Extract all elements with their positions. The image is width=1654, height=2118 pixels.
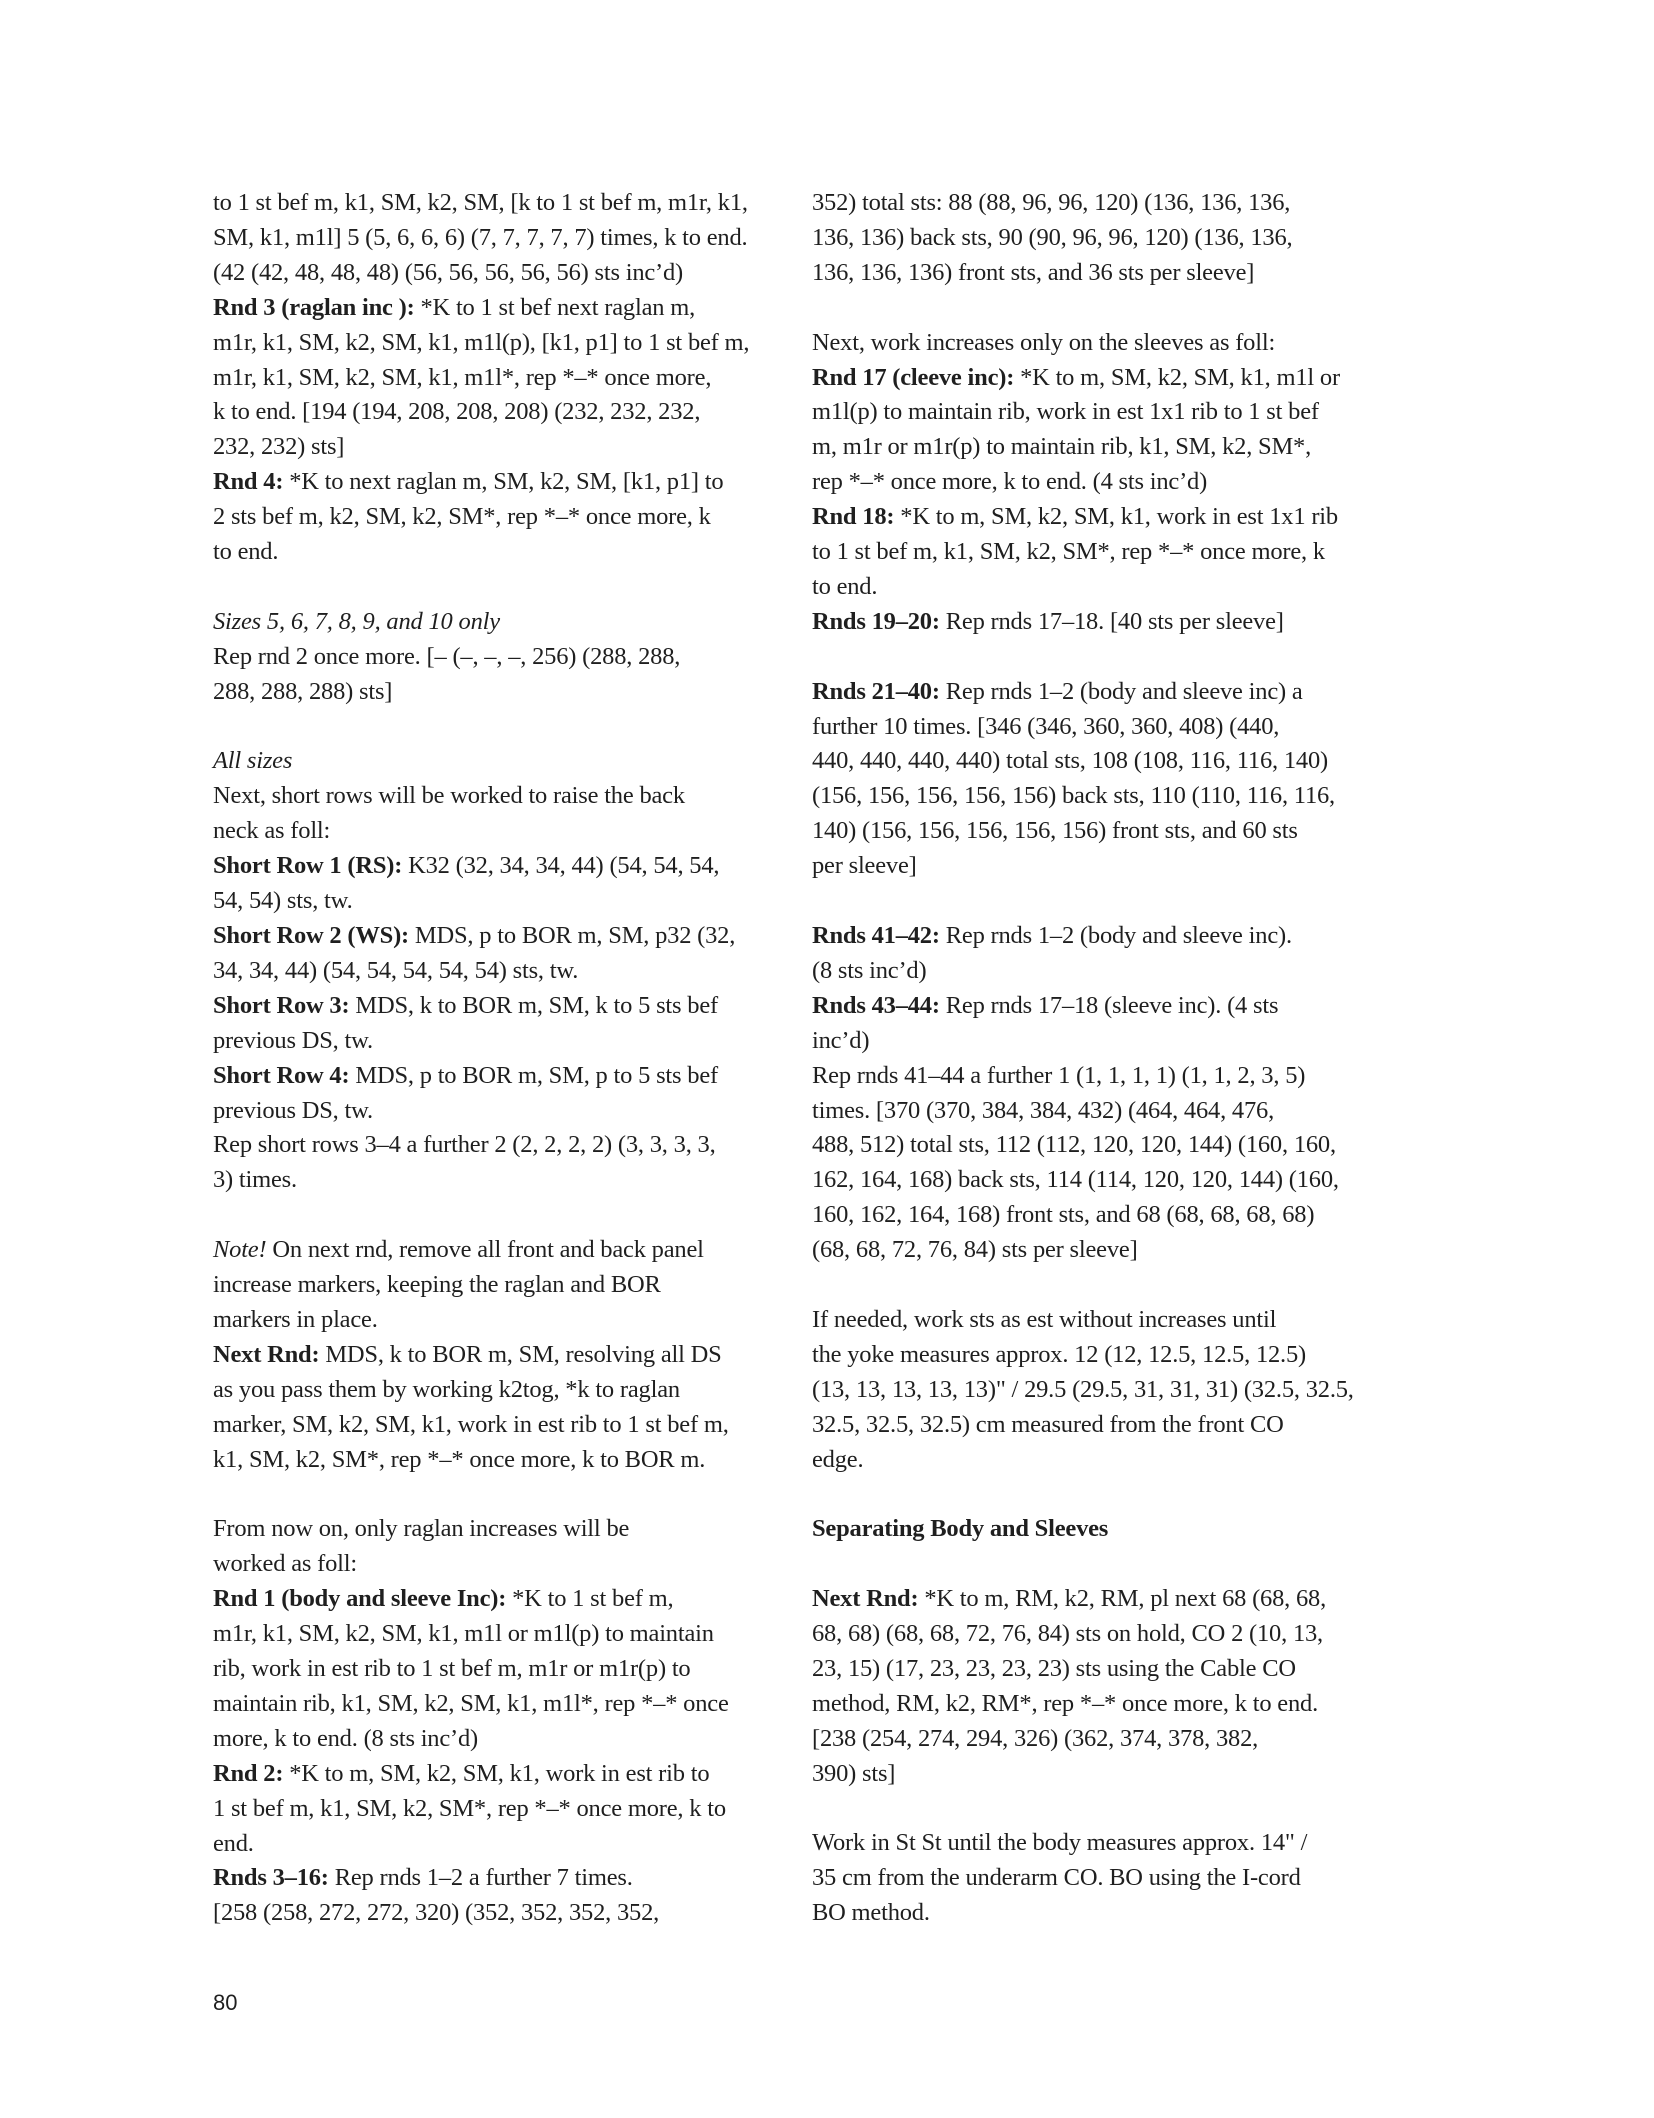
- text-line: 2 sts bef m, k2, SM, k2, SM*, rep *–* once more, k: [213, 503, 711, 531]
- instruction-rnd-3: [213, 291, 773, 326]
- rnds-41-42-label: Rnds 41–42:: [812, 921, 940, 949]
- right-paragraph-yoke: [812, 1303, 1372, 1478]
- text-line: increase markers, keeping the raglan and BOR: [213, 1271, 661, 1299]
- instruction-rnd-17: [812, 361, 1372, 396]
- text-line: Work in St St until the body measures approx. 14" /: [812, 1829, 1308, 1857]
- text-line: Next, work increases only on the sleeves as foll:: [812, 328, 1276, 356]
- right-paragraph-body: [812, 1826, 1372, 1931]
- right-paragraph-separating: [812, 1582, 1372, 1791]
- text-line: 288, 288, 288) sts]: [213, 677, 393, 705]
- short-row-1-text: K32 (32, 34, 34, 44) (54, 54, 54,: [402, 852, 720, 880]
- rnds-43-44-text: Rep rnds 17–18 (sleeve inc). (4 sts: [939, 991, 1279, 1019]
- text-line: markers in place.: [213, 1305, 378, 1333]
- rnd-18-label: Rnd 18:: [812, 503, 895, 531]
- rnds-19-20-text: Rep rnds 17–18. [40 sts per sleeve]: [939, 607, 1284, 635]
- text-line: m1r, k1, SM, k2, SM, k1, m1l(p), [k1, p1] to 1 st bef m,: [213, 328, 750, 356]
- text-line: Rep rnds 41–44 a further 1 (1, 1, 1, 1) (1, 1, 2, 3, 5): [812, 1061, 1306, 1089]
- left-paragraph-all-sizes: [213, 744, 773, 1198]
- text-line: the yoke measures approx. 12 (12, 12.5, 12.5, 12.5): [812, 1340, 1306, 1368]
- instruction-next-rnd-separating: [812, 1582, 1372, 1617]
- text-line: BO method.: [812, 1899, 930, 1927]
- next-rnd-text: MDS, k to BOR m, SM, resolving all DS: [319, 1340, 722, 1368]
- rnd-2-label: Rnd 2:: [213, 1759, 284, 1787]
- note-label: Note!: [213, 1236, 267, 1264]
- instruction-short-row-3: [213, 989, 773, 1024]
- text-line: (13, 13, 13, 13, 13)" / 29.5 (29.5, 31, 31, 31) (32.5, 32.5,: [812, 1375, 1354, 1403]
- rnd-1-label: Rnd 1 (body and sleeve Inc):: [213, 1585, 507, 1613]
- rnd-2-text: *K to m, SM, k2, SM, k1, work in est rib to: [283, 1759, 710, 1787]
- text-line: m1l(p) to maintain rib, work in est 1x1 rib to 1 st bef: [812, 398, 1319, 426]
- next-rnd-separating-text: *K to m, RM, k2, RM, pl next 68 (68, 68,: [918, 1585, 1327, 1613]
- instruction-rnd-1: [213, 1582, 773, 1617]
- text-line: 68, 68) (68, 68, 72, 76, 84) sts on hold, CO 2 (10, 13,: [812, 1620, 1323, 1648]
- text-line: [258 (258, 272, 272, 320) (352, 352, 352, 352,: [213, 1899, 660, 1927]
- text-line: (68, 68, 72, 76, 84) sts per sleeve]: [812, 1236, 1138, 1264]
- text-line: 3) times.: [213, 1166, 297, 1194]
- all-sizes-subheading: All sizes: [213, 747, 293, 775]
- short-row-2-text: MDS, p to BOR m, SM, p32 (32,: [409, 922, 736, 949]
- rnd-17-label: Rnd 17 (cleeve inc):: [812, 363, 1015, 391]
- rnds-21-40-label: Rnds 21–40:: [812, 677, 940, 705]
- text-line: as you pass them by working k2tog, *k to raglan: [213, 1375, 680, 1403]
- left-paragraph-sizes: [213, 605, 773, 710]
- text-line: Rep rnd 2 once more. [– (–, –, –, 256) (288, 288,: [213, 642, 681, 670]
- rnds-43-44-label: Rnds 43–44:: [812, 991, 940, 1019]
- rnd-17-text: *K to m, SM, k2, SM, k1, m1l or: [1014, 363, 1340, 391]
- next-rnd-label: Next Rnd:: [213, 1340, 320, 1368]
- instruction-short-row-1: [213, 849, 773, 884]
- instruction-rnds-3-16: [213, 1861, 773, 1896]
- text-line: 162, 164, 168) back sts, 114 (114, 120, 120, 144) (160,: [812, 1166, 1339, 1194]
- rnds-3-16-text: Rep rnds 1–2 a further 7 times.: [328, 1864, 633, 1892]
- text-line: 1 st bef m, k1, SM, k2, SM*, rep *–* once more, k to: [213, 1794, 726, 1822]
- text-line: m1r, k1, SM, k2, SM, k1, m1l or m1l(p) to maintain: [213, 1620, 714, 1648]
- text-line: 23, 15) (17, 23, 23, 23, 23) sts using the Cable CO: [812, 1654, 1296, 1682]
- text-line: (8 sts inc’d): [812, 956, 927, 984]
- text-line: 136, 136, 136) front sts, and 36 sts per sleeve]: [812, 258, 1255, 286]
- left-column: [213, 186, 773, 1931]
- rnds-3-16-label: Rnds 3–16:: [213, 1864, 329, 1892]
- rnds-41-42-text: Rep rnds 1–2 (body and sleeve inc).: [939, 921, 1292, 949]
- text-line: (156, 156, 156, 156, 156) back sts, 110 (110, 116, 116,: [812, 782, 1335, 810]
- page-number: 80: [213, 1990, 238, 2015]
- text-line: k to end. [194 (194, 208, 208, 208) (232, 232, 232,: [213, 398, 701, 426]
- short-row-3-text: MDS, k to BOR m, SM, k to 5 sts bef: [349, 991, 718, 1019]
- instruction-rnds-19-20: [812, 605, 1372, 640]
- left-paragraph-1: [213, 186, 773, 570]
- text-line: neck as foll:: [213, 817, 331, 845]
- text-line: edge.: [812, 1445, 864, 1473]
- text-line: times. [370 (370, 384, 384, 432) (464, 464, 476,: [812, 1096, 1274, 1124]
- text-line: to end.: [812, 572, 878, 600]
- text-line: to 1 st bef m, k1, SM, k2, SM*, rep *–* once more, k: [812, 538, 1325, 566]
- rnd-1-text: *K to 1 st bef m,: [506, 1585, 674, 1613]
- text-line: 352) total sts: 88 (88, 96, 96, 120) (136, 136, 136,: [812, 189, 1291, 216]
- next-rnd-separating-label: Next Rnd:: [812, 1585, 919, 1613]
- instruction-next-rnd: [213, 1338, 773, 1373]
- text-line: 140) (156, 156, 156, 156, 156) front sts, and 60 sts: [812, 817, 1298, 845]
- text-line: From now on, only raglan increases will be: [213, 1515, 630, 1543]
- rnds-19-20-label: Rnds 19–20:: [812, 607, 940, 635]
- text-line: 390) sts]: [812, 1759, 896, 1787]
- text-line: further 10 times. [346 (346, 360, 360, 408) (440,: [812, 712, 1280, 740]
- text-line: to end.: [213, 538, 279, 566]
- text-line: (42 (42, 48, 48, 48) (56, 56, 56, 56, 56) sts inc’d): [213, 258, 684, 286]
- short-row-1-label: Short Row 1 (RS):: [213, 852, 403, 880]
- text-line: 34, 34, 44) (54, 54, 54, 54, 54) sts, tw.: [213, 956, 579, 984]
- rnd-3-label: Rnd 3 (raglan inc ):: [213, 293, 415, 321]
- text-line: maintain rib, k1, SM, k2, SM, k1, m1l*, rep *–* once: [213, 1689, 729, 1717]
- text-line: 232, 232) sts]: [213, 433, 345, 461]
- right-paragraph-rnds-41-44: [812, 919, 1372, 1268]
- text-line: inc’d): [812, 1026, 870, 1054]
- instruction-short-row-2: [213, 919, 773, 954]
- text-line: 488, 512) total sts, 112 (112, 120, 120, 144) (160, 160,: [812, 1131, 1336, 1159]
- text-line: 160, 162, 164, 168) front sts, and 68 (68, 68, 68, 68): [812, 1201, 1315, 1229]
- sizes-subheading: Sizes 5, 6, 7, 8, 9, and 10 only: [213, 607, 500, 635]
- text-line: m, m1r or m1r(p) to maintain rib, k1, SM, k2, SM*,: [812, 433, 1312, 461]
- text-line: k1, SM, k2, SM*, rep *–* once more, k to BOR m.: [213, 1445, 706, 1473]
- text-line: Next, short rows will be worked to raise the back: [213, 782, 685, 810]
- text-line: end.: [213, 1829, 254, 1857]
- text-line: rep *–* once more, k to end. (4 sts inc’d): [812, 468, 1208, 496]
- section-heading-separating: Separating Body and Sleeves: [812, 1515, 1109, 1543]
- rnds-21-40-text: Rep rnds 1–2 (body and sleeve inc) a: [939, 677, 1303, 705]
- right-paragraph-sleeve-inc: [812, 326, 1372, 640]
- instruction-rnds-21-40: [812, 675, 1372, 710]
- text-line: more, k to end. (8 sts inc’d): [213, 1724, 479, 1752]
- note-line: [213, 1233, 773, 1268]
- text-line: Rep short rows 3–4 a further 2 (2, 2, 2, 2) (3, 3, 3, 3,: [213, 1131, 716, 1159]
- rnd-4-label: Rnd 4:: [213, 468, 284, 496]
- text-line: 440, 440, 440, 440) total sts, 108 (108, 116, 116, 140): [812, 747, 1328, 775]
- text-line: 136, 136) back sts, 90 (90, 96, 96, 120) (136, 136,: [812, 223, 1293, 251]
- short-row-2-label: Short Row 2 (WS):: [213, 922, 409, 949]
- right-paragraph-rnds-21-40: [812, 675, 1372, 884]
- left-paragraph-raglan: [213, 1512, 773, 1931]
- note-text: On next rnd, remove all front and back panel: [266, 1236, 704, 1264]
- short-row-4-label: Short Row 4:: [213, 1061, 350, 1089]
- text-line: per sleeve]: [812, 852, 917, 880]
- instruction-rnd-4: [213, 465, 773, 500]
- right-paragraph-1: [812, 186, 1372, 291]
- rnd-4-text: *K to next raglan m, SM, k2, SM, [k1, p1] to: [283, 468, 724, 496]
- instruction-rnds-41-42: [812, 919, 1372, 954]
- text-line: rib, work in est rib to 1 st bef m, m1r or m1r(p) to: [213, 1655, 691, 1682]
- text-line: previous DS, tw.: [213, 1096, 373, 1124]
- text-line: 32.5, 32.5, 32.5) cm measured from the front CO: [812, 1410, 1284, 1438]
- text-line: SM, k1, m1l] 5 (5, 6, 6, 6) (7, 7, 7, 7, 7) times, k to end.: [213, 223, 748, 251]
- text-line: m1r, k1, SM, k2, SM, k1, m1l*, rep *–* once more,: [213, 363, 712, 391]
- instruction-short-row-4: [213, 1059, 773, 1094]
- instruction-rnd-2: [213, 1757, 773, 1792]
- text-line: 35 cm from the underarm CO. BO using the I-cord: [812, 1864, 1301, 1892]
- text-line: marker, SM, k2, SM, k1, work in est rib to 1 st bef m,: [213, 1410, 729, 1438]
- text-line: worked as foll:: [213, 1550, 357, 1578]
- text-line: previous DS, tw.: [213, 1026, 373, 1054]
- right-column: [812, 186, 1372, 1931]
- text-line: to 1 st bef m, k1, SM, k2, SM, [k to 1 st bef m, m1r, k1,: [213, 189, 748, 216]
- instruction-rnds-43-44: [812, 989, 1372, 1024]
- text-line: [238 (254, 274, 294, 326) (362, 374, 378, 382,: [812, 1724, 1259, 1752]
- short-row-3-label: Short Row 3:: [213, 991, 350, 1019]
- instruction-rnd-18: [812, 500, 1372, 535]
- rnd-18-text: *K to m, SM, k2, SM, k1, work in est 1x1 rib: [894, 503, 1338, 531]
- text-line: method, RM, k2, RM*, rep *–* once more, k to end.: [812, 1689, 1318, 1717]
- left-paragraph-note: [213, 1233, 773, 1477]
- text-line: If needed, work sts as est without increases until: [812, 1305, 1277, 1333]
- rnd-3-text: *K to 1 st bef next raglan m,: [414, 293, 695, 321]
- text-line: 54, 54) sts, tw.: [213, 887, 353, 915]
- short-row-4-text: MDS, p to BOR m, SM, p to 5 sts bef: [349, 1061, 718, 1089]
